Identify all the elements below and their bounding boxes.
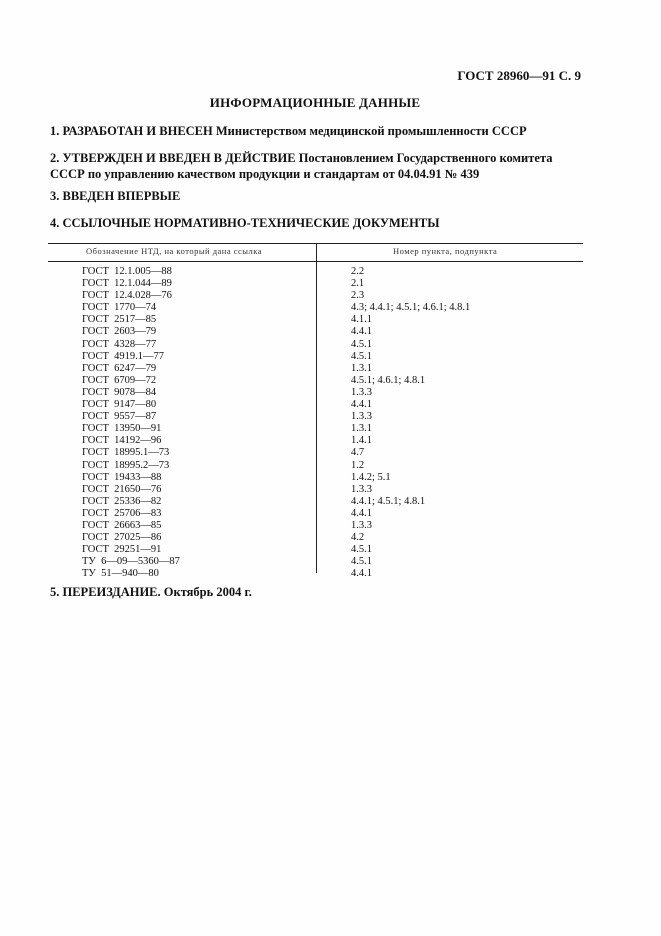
- document-designation: ГОСТ 9147—80: [82, 399, 157, 411]
- table-row: [48, 363, 583, 375]
- info-item-5: [50, 584, 590, 600]
- clause-number: 1.2: [351, 459, 365, 471]
- clause-number: 4.4.1: [351, 399, 372, 411]
- document-designation: ГОСТ 1770—74: [82, 302, 157, 314]
- clause-number: 4.4.1: [351, 568, 372, 580]
- info-item-2: [50, 150, 590, 182]
- clause-number: 4.5.1: [351, 544, 372, 556]
- clause-number: 4.2: [351, 532, 365, 544]
- document-designation: ГОСТ 29251—91: [82, 544, 162, 556]
- clause-number: 4.4.1; 4.5.1; 4.8.1: [351, 495, 426, 507]
- table-header-document: Обозначение НТД, на который дана ссылка: [86, 246, 263, 256]
- document-designation: ГОСТ 2603—79: [82, 326, 157, 338]
- document-designation: ТУ 51—940—80: [82, 568, 159, 580]
- item-number: 4.: [50, 216, 60, 230]
- item-label: ПЕРЕИЗДАНИЕ.: [62, 585, 161, 599]
- clause-number: 4.5.1: [351, 350, 372, 362]
- document-designation: ГОСТ 18995.2—73: [82, 459, 170, 471]
- document-designation: ГОСТ 9557—87: [82, 411, 157, 423]
- clause-number: 4.7: [351, 447, 365, 459]
- document-designation: ГОСТ 12.1.005—88: [82, 266, 172, 277]
- clause-number: 4.3; 4.4.1; 4.5.1; 4.6.1; 4.8.1: [351, 302, 471, 314]
- item-number: 5.: [50, 585, 60, 599]
- table-row: [48, 460, 583, 472]
- table-row: [48, 568, 583, 580]
- item-label: ССЫЛОЧНЫЕ НОРМАТИВНО-ТЕХНИЧЕСКИЕ ДОКУМЕНТЫ: [62, 216, 440, 230]
- document-designation: ГОСТ 18995.1—73: [82, 447, 170, 459]
- clause-number: 4.5.1: [351, 338, 372, 350]
- clause-number: 1.4.1: [351, 435, 372, 447]
- clause-number: 1.3.3: [351, 519, 372, 531]
- item-text: Министерством медицинской промышленности СССР: [215, 124, 527, 138]
- document-designation: ГОСТ 6247—79: [82, 362, 157, 374]
- clause-number: 1.4.2; 5.1: [351, 471, 391, 483]
- clause-number: 1.3.1: [351, 423, 372, 435]
- clause-number: 2.2: [351, 266, 365, 277]
- document-designation: ГОСТ 12.1.044—89: [82, 278, 172, 290]
- document-designation: ТУ 6—09—5360—87: [82, 556, 180, 568]
- item-label: ВВЕДЕН ВПЕРВЫЕ: [62, 189, 181, 203]
- table-row: [48, 508, 583, 520]
- table-row: [48, 411, 583, 423]
- page-title: ИНФОРМАЦИОННЫЕ ДАННЫЕ: [209, 95, 421, 110]
- clause-number: 1.3.3: [351, 386, 372, 398]
- table-row: [48, 326, 583, 338]
- table-row: [48, 484, 583, 496]
- page-header: ГОСТ 28960—91 С. 9: [457, 68, 581, 83]
- table-row: [48, 266, 583, 278]
- table-row: [48, 351, 583, 363]
- item-label: УТВЕРЖДЕН И ВВЕДЕН В ДЕЙСТВИЕ: [62, 151, 296, 165]
- table-row: [48, 339, 583, 351]
- document-designation: ГОСТ 2517—85: [82, 314, 157, 326]
- table-row: [48, 496, 583, 508]
- document-designation: ГОСТ 25706—83: [82, 507, 162, 519]
- info-item-3: [50, 188, 590, 204]
- table-row: [48, 399, 583, 411]
- table-body: [48, 266, 583, 580]
- document-designation: ГОСТ 13950—91: [82, 423, 162, 435]
- document-designation: ГОСТ 27025—86: [82, 532, 162, 544]
- table-row: [48, 447, 583, 459]
- document-designation: ГОСТ 26663—85: [82, 519, 162, 531]
- document-designation: ГОСТ 25336—82: [82, 495, 162, 507]
- clause-number: 1.3.1: [351, 362, 372, 374]
- table-row: [48, 520, 583, 532]
- document-designation: ГОСТ 14192—96: [82, 435, 162, 447]
- item-label: РАЗРАБОТАН И ВНЕСЕН: [62, 124, 213, 138]
- document-designation: ГОСТ 6709—72: [82, 374, 157, 386]
- clause-number: 4.5.1; 4.6.1; 4.8.1: [351, 374, 426, 386]
- clause-number: 4.1.1: [351, 314, 372, 326]
- table-header-clause: Номер пункта, подпункта: [393, 246, 498, 256]
- table-row: [48, 544, 583, 556]
- document-designation: ГОСТ 21650—76: [82, 483, 162, 495]
- table-row: [48, 278, 583, 290]
- clause-number: 2.1: [351, 278, 365, 290]
- item-number: 1.: [50, 124, 60, 138]
- table-row: [48, 290, 583, 302]
- clause-number: 4.5.1: [351, 556, 372, 568]
- clause-number: 1.3.3: [351, 411, 372, 423]
- table-row: [48, 556, 583, 568]
- clause-number: 1.3.3: [351, 483, 372, 495]
- document-designation: ГОСТ 12.4.028—76: [82, 290, 172, 302]
- table-row: [48, 375, 583, 387]
- table-row: [48, 532, 583, 544]
- table-row: [48, 423, 583, 435]
- info-item-1: [50, 123, 590, 139]
- table-row: [48, 387, 583, 399]
- table-row: [48, 302, 583, 314]
- document-designation: ГОСТ 19433—88: [82, 471, 162, 483]
- item-number: 3.: [50, 189, 60, 203]
- document-designation: ГОСТ 9078—84: [82, 386, 157, 398]
- info-item-4: [50, 215, 590, 231]
- document-designation: ГОСТ 4328—77: [82, 338, 157, 350]
- clause-number: 4.4.1: [351, 326, 372, 338]
- item-text: Постановлением Государственного комитета СССР по управлению качеством продукции и стандартам от 04.04.91 № 439: [50, 151, 553, 181]
- table-row: [48, 472, 583, 484]
- item-number: 2.: [50, 151, 60, 165]
- references-table: [48, 243, 583, 580]
- clause-number: 4.4.1: [351, 507, 372, 519]
- item-text: Октябрь 2004 г.: [163, 585, 252, 599]
- clause-number: 2.3: [351, 290, 365, 302]
- table-row: [48, 435, 583, 447]
- document-designation: ГОСТ 4919.1—77: [82, 350, 165, 362]
- table-row: [48, 314, 583, 326]
